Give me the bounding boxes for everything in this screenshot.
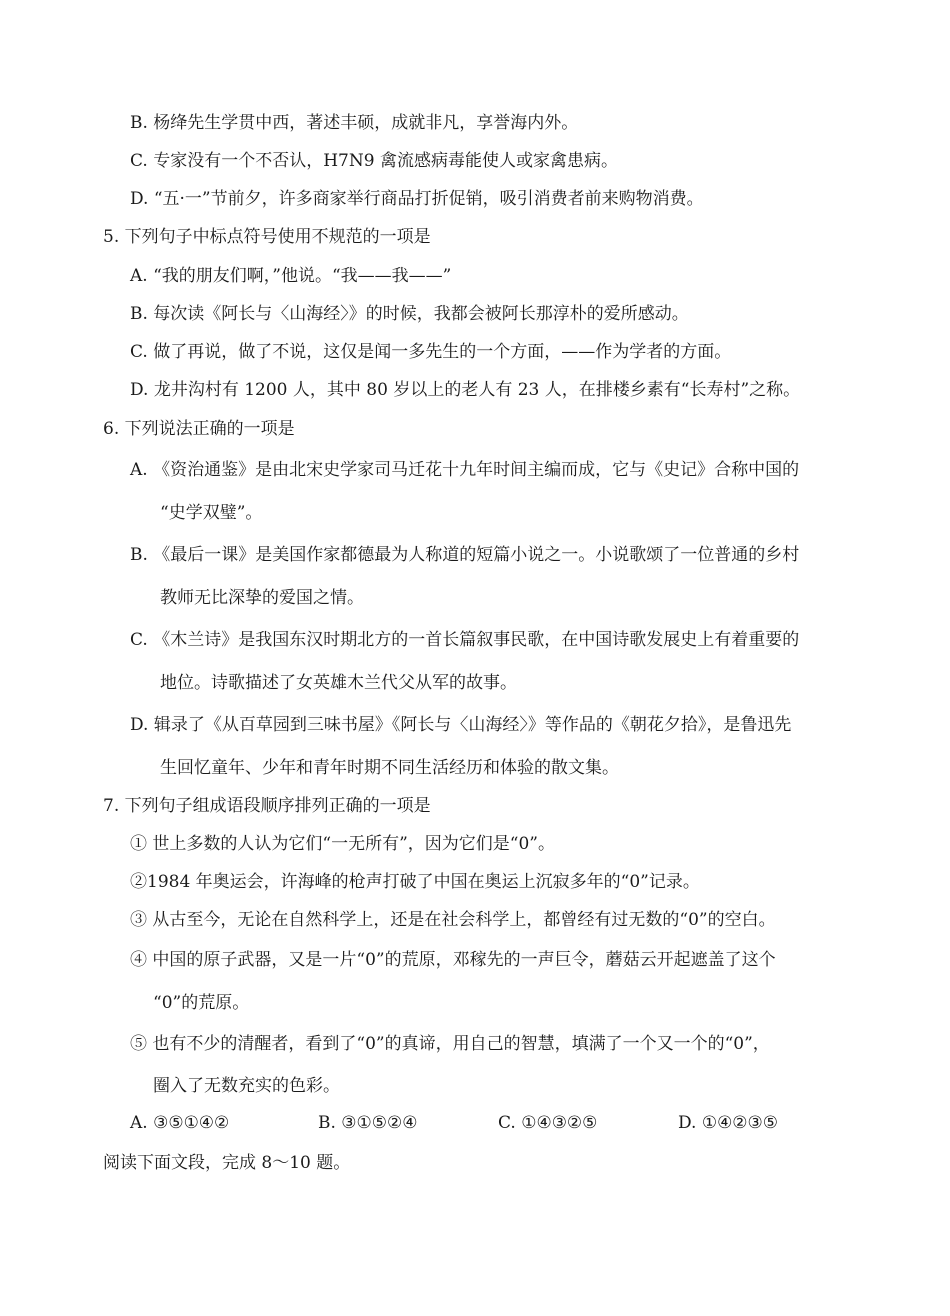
q6-option-b-line1: B. 《最后一课》是美国作家都德最为人称道的短篇小说之一。小说歌颂了一位普通的乡村 — [130, 545, 800, 565]
q6-option-d-line2: 生回忆童年、少年和青年时期不同生活经历和体验的散文集。 — [160, 758, 619, 778]
q5-option-a: A. “我的朋友们啊，”他说。“我——我——” — [130, 266, 452, 286]
q7-sentence-1: ① 世上多数的人认为它们“一无所有”，因为它们是“0”。 — [130, 834, 555, 854]
q7-choice-d: D. ①④②③⑤ — [678, 1113, 779, 1133]
q6-option-a-line2: “史学双璧”。 — [160, 503, 263, 523]
q7-choice-b: B. ③①⑤②④ — [318, 1113, 418, 1133]
q7-choices — [130, 1112, 890, 1134]
q7-sentence-3: ③ 从古至今，无论在自然科学上，还是在社会科学上，都曾经有过无数的“0”的空白。 — [130, 910, 776, 930]
reading-intro: 阅读下面文段，完成 8～10 题。 — [103, 1153, 351, 1173]
q6-option-c-line1: C. 《木兰诗》是我国东汉时期北方的一首长篇叙事民歌，在中国诗歌发展史上有着重要的 — [130, 630, 800, 650]
q7-sentence-5-line1: ⑤ 也有不少的清醒者，看到了“0”的真谛，用自己的智慧，填满了一个又一个的“0”， — [130, 1034, 770, 1054]
q7-sentence-4-line1: ④ 中国的原子武器，又是一片“0”的荒原，邓稼先的一声巨令，蘑菇云开起遮盖了这个 — [130, 950, 776, 970]
q5-option-c: C. 做了再说，做了不说，这仅是闻一多先生的一个方面，——作为学者的方面。 — [130, 342, 732, 362]
q7-sentence-2: ②1984 年奥运会，许海峰的枪声打破了中国在奥运上沉寂多年的“0”记录。 — [130, 872, 700, 892]
q6-option-b-line2: 教师无比深挚的爱国之情。 — [160, 588, 364, 608]
q7-choice-c: C. ①④③②⑤ — [498, 1113, 598, 1133]
q7-sentence-5-line2: 圈入了无数充实的色彩。 — [153, 1076, 340, 1096]
q6-stem: 6. 下列说法正确的一项是 — [103, 419, 295, 439]
q6-option-a-line1: A. 《资治通鉴》是由北宋史学家司马迁花十九年时间主编而成，它与《史记》合称中国的 — [130, 460, 800, 480]
q6-option-c-line2: 地位。诗歌描述了女英雄木兰代父从军的故事。 — [160, 673, 517, 693]
q4-option-b: B. 杨绛先生学贯中西，著述丰硕，成就非凡，享誉海内外。 — [130, 113, 579, 133]
q5-option-d: D. 龙井沟村有 1200 人，其中 80 岁以上的老人有 23 人，在排楼乡素有“长寿村”之称。 — [130, 380, 801, 400]
q7-choice-a: A. ③⑤①④② — [130, 1113, 230, 1133]
q6-option-d-line1: D. 辑录了《从百草园到三味书屋》《阿长与〈山海经〉》等作品的《朝花夕拾》，是鲁迅先 — [130, 715, 792, 735]
q7-sentence-4-line2: “0”的荒原。 — [153, 993, 250, 1013]
q4-option-d: D. “五·一”节前夕，许多商家举行商品打折促销，吸引消费者前来购物消费。 — [130, 189, 704, 209]
q5-option-b: B. 每次读《阿长与〈山海经〉》的时候，我都会被阿长那淳朴的爱所感动。 — [130, 304, 689, 324]
q4-option-c: C. 专家没有一个不否认，H7N9 禽流感病毒能使人或家禽患病。 — [130, 151, 618, 171]
q7-stem: 7. 下列句子组成语段顺序排列正确的一项是 — [103, 796, 431, 816]
q5-stem: 5. 下列句子中标点符号使用不规范的一项是 — [103, 227, 431, 247]
